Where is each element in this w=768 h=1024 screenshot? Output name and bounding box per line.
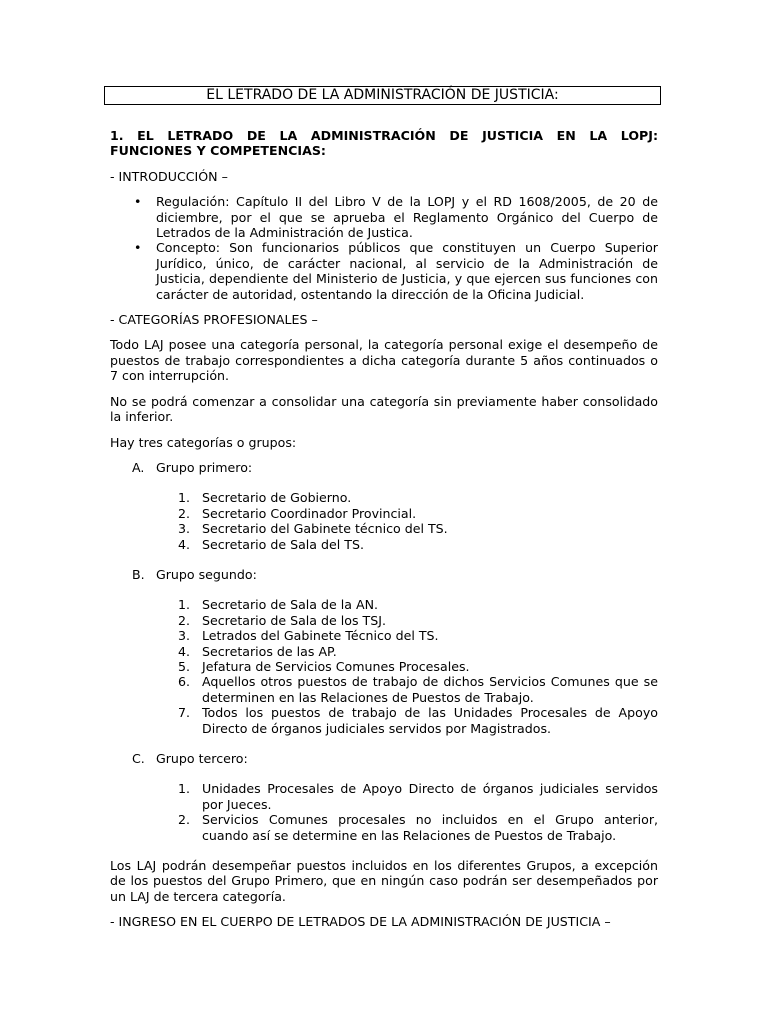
group-name: Grupo primero:	[156, 459, 253, 475]
list-item	[178, 643, 658, 659]
item-number: 7.	[178, 705, 191, 721]
group-b-items	[156, 597, 658, 736]
intro-label: - INTRODUCCIÓN –	[110, 168, 228, 184]
item-text: Secretario de Sala de los TSJ.	[202, 612, 386, 628]
item-text: Secretario del Gabinete técnico del TS.	[202, 521, 448, 537]
item-text: Todos los puestos de trabajo de las Unidades Procesales de Apoyo Directo de órganos judiciales servidos por Magistrados.	[202, 705, 658, 736]
item-text: Secretario de Sala de la AN.	[202, 597, 379, 613]
item-number: 2.	[178, 812, 191, 828]
bullet-item: • Concepto: Son funcionarios públicos que constituyen un Cuerpo Superior Jurídico, único, de carácter nacional, al servicio de la Administración de Justicia, dependiente del Ministerio de Justicia, y que ejercen sus funciones con carácter de autoridad, ostentando la dirección de la Oficina Judicial.	[156, 240, 658, 302]
document-body	[110, 128, 658, 940]
item-text: Secretario de Sala del TS.	[202, 536, 364, 552]
group-b	[132, 566, 658, 736]
group-c-items	[156, 781, 658, 843]
bullet-item: • Regulación: Capítulo II del Libro V de la LOPJ y el RD 1608/2005, de 20 de diciembre, por el que se aprueba el Reglamento Orgánico del Cuerpo de Letrados de la Administración de Justica.	[156, 194, 658, 240]
list-item	[178, 490, 658, 506]
item-text: Secretarios de las AP.	[202, 643, 337, 659]
group-letter: B.	[132, 566, 145, 582]
group-c	[132, 751, 658, 843]
list-item	[178, 705, 658, 736]
list-item	[178, 658, 658, 674]
paragraph-tres-categorias: Hay tres categorías o grupos:	[110, 434, 297, 450]
group-a-items	[156, 490, 658, 552]
item-number: 5.	[178, 658, 191, 674]
list-item	[178, 781, 658, 812]
item-number: 1.	[178, 781, 191, 797]
list-item	[178, 628, 658, 644]
group-name: Grupo tercero:	[156, 751, 248, 766]
item-number: 2.	[178, 612, 191, 628]
item-text: Aquellos otros puestos de trabajo de dichos Servicios Comunes que se determinen en las Relaciones de Puestos de Trabajo.	[202, 674, 658, 705]
section-heading-line2: FUNCIONES Y COMPETENCIAS:	[110, 143, 326, 159]
item-number: 1.	[178, 490, 191, 506]
section-heading	[110, 128, 658, 159]
paragraph-desempeno: Los LAJ podrán desempeñar puestos incluidos en los diferentes Grupos, a excepción de los puestos del Grupo Primero, que en ningún caso podrán ser desempeñados por un LAJ de tercera categoría.	[110, 858, 658, 904]
paragraph-consolidar: No se podrá comenzar a consolidar una categoría sin previamente haber consolidado la inferior.	[110, 393, 658, 425]
group-a	[132, 459, 658, 552]
item-text: Letrados del Gabinete Técnico del TS.	[202, 628, 439, 644]
item-number: 3.	[178, 521, 191, 537]
item-text: Unidades Procesales de Apoyo Directo de órganos judiciales servidos por Jueces.	[202, 781, 658, 812]
item-text: Secretario de Gobierno.	[202, 490, 352, 506]
item-number: 4.	[178, 536, 191, 552]
categories-label: - CATEGORÍAS PROFESIONALES –	[110, 312, 318, 328]
item-number: 1.	[178, 597, 191, 613]
ingreso-label: - INGRESO EN EL CUERPO DE LETRADOS DE LA ADMINISTRACIÓN DE JUSTICIA –	[110, 914, 611, 930]
list-item	[178, 812, 658, 843]
item-number: 6.	[178, 674, 191, 690]
section-heading-line1: 1. EL LETRADO DE LA ADMINISTRACIÓN DE JUSTICIA EN LA LOPJ:	[110, 128, 658, 143]
document-title: EL LETRADO DE LA ADMINISTRACIÓN DE JUSTICIA:	[104, 86, 661, 105]
paragraph-categoria-personal: Todo LAJ posee una categoría personal, la categoría personal exige el desempeño de puestos de trabajo correspondientes a dicha categoría durante 5 años continuados o 7 con interrupción.	[110, 337, 658, 384]
list-item	[178, 674, 658, 705]
list-item	[178, 505, 658, 521]
group-letter: A.	[132, 459, 145, 475]
group-name: Grupo segundo:	[156, 566, 257, 582]
intro-bullet-list	[110, 194, 658, 302]
list-item	[178, 536, 658, 552]
groups-list	[110, 460, 658, 843]
item-number: 2.	[178, 505, 191, 521]
item-number: 4.	[178, 643, 191, 659]
list-item	[178, 612, 658, 628]
item-text: Servicios Comunes procesales no incluidos en el Grupo anterior, cuando así se determine en las Relaciones de Puestos de Trabajo.	[202, 812, 658, 843]
item-text: Secretario Coordinador Provincial.	[202, 505, 417, 521]
group-letter: C.	[132, 751, 145, 766]
item-number: 3.	[178, 628, 191, 644]
list-item	[178, 597, 658, 613]
list-item	[178, 521, 658, 537]
item-text: Jefatura de Servicios Comunes Procesales.	[202, 658, 470, 674]
